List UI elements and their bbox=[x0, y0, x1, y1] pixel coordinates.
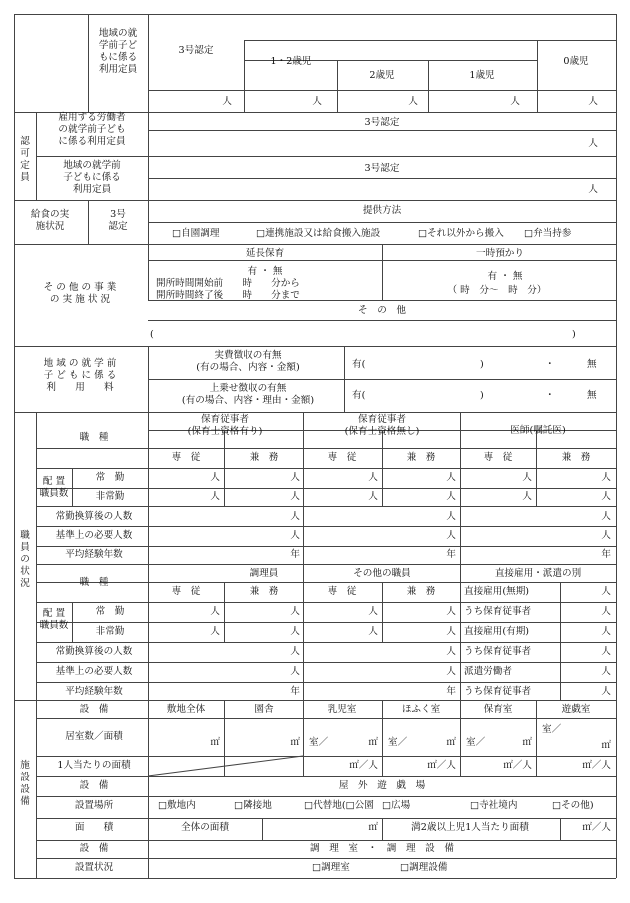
kijun-unit-b-0: 人 bbox=[290, 666, 300, 677]
grid-line bbox=[36, 546, 616, 547]
shoku-sub-4: 専 従 bbox=[483, 452, 513, 463]
koyo-unit-3: 人 bbox=[601, 646, 611, 657]
jippi-dot: ・ bbox=[545, 359, 555, 370]
grid-line bbox=[36, 506, 616, 507]
jippi-label: 実費徴収の有無 (有の場合、内容・金額) bbox=[196, 350, 300, 373]
shokushu-label-b: 職 種 bbox=[79, 577, 109, 588]
basho-option-4[interactable]: □寺社境内 bbox=[470, 800, 518, 811]
koyo-label: 雇用する労働者 の就学前子ども に係る利用定員 bbox=[58, 112, 126, 147]
grid-line bbox=[14, 244, 616, 245]
per-label: 1人当たりの面積 bbox=[57, 760, 131, 771]
unit-person-3: 人 bbox=[510, 96, 520, 107]
per-m2pp-0: ㎡／人 bbox=[349, 760, 378, 771]
grid-line bbox=[560, 582, 561, 700]
jokin-unit-0: 人 bbox=[210, 472, 220, 483]
hijokin-unit-b-0: 人 bbox=[210, 626, 220, 637]
kijun-unit-b-1: 人 bbox=[446, 666, 456, 677]
koyo-type-2: 直接雇用(有期) bbox=[464, 626, 530, 637]
grid-line bbox=[36, 582, 616, 583]
grid-line bbox=[616, 14, 617, 878]
chori-header: 調理員 bbox=[249, 568, 279, 579]
kyushoku-option-1[interactable]: □連携施設又は給食搬入施設 bbox=[256, 228, 381, 239]
encho-label: 延長保育 bbox=[245, 248, 285, 259]
shoku-sub-5: 兼 務 bbox=[561, 452, 591, 463]
kijun-unit-2: 人 bbox=[601, 530, 611, 541]
riyoryo-label: 地 域 の 就 学 前 子 ど も に 係 る 利 用 料 bbox=[43, 358, 117, 393]
encho-umu: 有 ・ 無 bbox=[247, 266, 283, 277]
jokin-unit-b-0: 人 bbox=[210, 606, 220, 617]
hijokin-unit-5: 人 bbox=[601, 491, 611, 502]
kyoshitsu-room-2: 室／ bbox=[466, 737, 486, 748]
grid-line bbox=[36, 776, 616, 777]
grid-line bbox=[14, 346, 616, 347]
grid-line bbox=[303, 564, 304, 700]
grid-line bbox=[244, 40, 616, 41]
hijokin-label-a: 非常勤 bbox=[95, 491, 125, 502]
jokin-unit-b-3: 人 bbox=[446, 606, 456, 617]
koyo-unit-5: 人 bbox=[601, 686, 611, 697]
kijun-unit-1: 人 bbox=[446, 530, 456, 541]
grid-line bbox=[36, 700, 37, 878]
kyushoku-option-0[interactable]: □自園調理 bbox=[172, 228, 220, 239]
grid-line bbox=[148, 130, 616, 131]
grid-line bbox=[560, 818, 561, 840]
uwanose-nashi: 無 bbox=[587, 390, 597, 401]
chokusetsu-header: 直接雇用・派遣の別 bbox=[494, 568, 582, 579]
grid-line bbox=[303, 700, 304, 776]
method-header: 提供方法 bbox=[362, 205, 402, 216]
grid-line bbox=[36, 488, 616, 489]
grid-line bbox=[244, 40, 245, 112]
shoku-sub-3: 兼 務 bbox=[406, 452, 436, 463]
grid-line bbox=[36, 858, 616, 859]
unit-chiiki: 人 bbox=[588, 184, 598, 195]
kansan-unit-1: 人 bbox=[446, 511, 456, 522]
hijokin-unit-b-2: 人 bbox=[368, 626, 378, 637]
grid-line bbox=[36, 526, 616, 527]
basho-option-3[interactable]: □広場 bbox=[382, 800, 411, 811]
grid-line bbox=[36, 448, 616, 449]
col-age-0: 0歳児 bbox=[563, 56, 589, 67]
ishi-header: 医師(嘱託医) bbox=[510, 425, 566, 436]
jokin-unit-b-1: 人 bbox=[290, 606, 300, 617]
setsubi-label-a: 設 備 bbox=[79, 704, 109, 715]
jokin-label-b: 常 勤 bbox=[95, 606, 125, 617]
hijokin-label-b: 非常勤 bbox=[95, 626, 125, 637]
grid-line bbox=[536, 700, 537, 776]
unit-koyo: 人 bbox=[588, 138, 598, 149]
nintei-3go-a: 3号認定 bbox=[364, 117, 400, 128]
shisetsu-col-1: 園舎 bbox=[254, 704, 274, 715]
basho-option-5[interactable]: □その他) bbox=[552, 800, 594, 811]
other-paren-open: ( bbox=[150, 329, 154, 340]
menseki-label: 面 積 bbox=[74, 822, 114, 833]
jokin-unit-4: 人 bbox=[522, 472, 532, 483]
per-m2pp-2: ㎡／人 bbox=[503, 760, 532, 771]
jokin-unit-5: 人 bbox=[601, 472, 611, 483]
grid-line bbox=[72, 468, 73, 506]
ichiji-time: （ 時 分〜 時 分） bbox=[447, 285, 547, 296]
grid-line bbox=[428, 60, 429, 112]
koyo-unit-2: 人 bbox=[601, 626, 611, 637]
shisetsu-col-2: 乳児室 bbox=[327, 704, 357, 715]
sonota-shokuin-header: その他の職員 bbox=[353, 568, 411, 579]
jippi-paren: ) bbox=[480, 359, 484, 370]
nintei-3go-b: 3号認定 bbox=[364, 163, 400, 174]
chiiki-label: 地域の就学前 子どもに係る 利用定員 bbox=[63, 160, 121, 195]
grid-line bbox=[36, 602, 616, 603]
jokin-unit-1: 人 bbox=[290, 472, 300, 483]
shisetsu-col-0: 敷地全体 bbox=[166, 704, 206, 715]
kyoshitsu-label: 居室数／面積 bbox=[65, 731, 123, 742]
col-age-1: 1歳児 bbox=[469, 70, 495, 81]
kyoshitsu-room-1: 室／ bbox=[388, 737, 408, 748]
jokin-unit-2: 人 bbox=[368, 472, 378, 483]
hoiku-yu-header: 保育従事者 (保育士資格有り) bbox=[187, 414, 263, 437]
grid-line bbox=[36, 818, 616, 819]
grid-line bbox=[148, 90, 616, 91]
koyo-type-5: うち保育従事者 bbox=[464, 686, 532, 697]
grid-line bbox=[14, 14, 616, 15]
ichiji-label: 一時預かり bbox=[476, 248, 524, 259]
jippi-ari: 有( bbox=[352, 359, 366, 370]
capacity-label: 地域の就 学前子ど もに係る 利用定員 bbox=[98, 28, 138, 75]
kyoshitsu-m2-1: ㎡ bbox=[290, 737, 300, 748]
chori-option-0[interactable]: □調理室 bbox=[312, 862, 350, 873]
sonota-label: そ の 他 の 事 業 の 実 施 状 況 bbox=[43, 282, 117, 305]
grid-line bbox=[382, 700, 383, 776]
grid-line bbox=[148, 700, 149, 878]
jippi-nashi: 無 bbox=[587, 359, 597, 370]
hoiku-mu-header: 保育従事者 (保育士資格無し) bbox=[344, 414, 420, 437]
koyo-unit-1: 人 bbox=[601, 606, 611, 617]
shisetsu-label: 施 設 設 備 bbox=[20, 760, 30, 807]
grid-line bbox=[88, 200, 89, 244]
grid-line bbox=[536, 430, 537, 506]
grid-line bbox=[14, 878, 616, 879]
kansan-label-b: 常勤換算後の人数 bbox=[55, 646, 133, 657]
keiken-unit-1: 年 bbox=[446, 549, 456, 560]
grid-line bbox=[460, 700, 461, 776]
grid-line bbox=[148, 178, 616, 179]
grid-line bbox=[14, 14, 15, 878]
chori-option-1[interactable]: □調理設備 bbox=[400, 862, 448, 873]
kansan-unit-0: 人 bbox=[290, 511, 300, 522]
grid-line bbox=[36, 468, 616, 469]
grid-line bbox=[148, 412, 149, 700]
other-paren-close: ) bbox=[572, 329, 576, 340]
grid-line bbox=[148, 222, 616, 223]
kyoshitsu-room-m2-0: ㎡ bbox=[368, 737, 378, 748]
grid-line bbox=[460, 412, 461, 564]
encho-open-time: 開所時間開始前 時 分から bbox=[156, 278, 300, 289]
ninka-label: 認 可 定 員 bbox=[20, 136, 30, 183]
grid-line bbox=[262, 818, 263, 840]
grid-line bbox=[148, 200, 149, 300]
okugai-header: 屋 外 遊 戯 場 bbox=[338, 780, 426, 791]
koyo-type-0: 直接雇用(無期) bbox=[464, 586, 530, 597]
grid-line bbox=[36, 564, 616, 565]
koyo-unit-0: 人 bbox=[601, 586, 611, 597]
uwanose-label: 上乗せ徴収の有無 (有の場合、内容・理由・金額) bbox=[181, 383, 315, 406]
hijokin-unit-b-3: 人 bbox=[446, 626, 456, 637]
grid-line bbox=[36, 156, 616, 157]
col-age-1-2: 1・2歳児 bbox=[270, 56, 312, 67]
mankai-m2pp: ㎡／人 bbox=[582, 822, 611, 833]
col-3go: 3号認定 bbox=[178, 45, 214, 56]
zentai-label: 全体の面積 bbox=[181, 822, 229, 833]
grid-line bbox=[148, 320, 616, 321]
kansan-unit-b-1: 人 bbox=[446, 646, 456, 657]
kyoshitsu-m2-0: ㎡ bbox=[210, 737, 220, 748]
hijokin-unit-b-1: 人 bbox=[290, 626, 300, 637]
shoku-sub-b-1: 兼 務 bbox=[249, 586, 279, 597]
grid-line bbox=[36, 682, 616, 683]
encho-close-time: 開所時間終了後 時 分まで bbox=[156, 290, 300, 301]
uwanose-paren: ) bbox=[480, 390, 484, 401]
per-m2pp-3: ㎡／人 bbox=[582, 760, 611, 771]
grid-line bbox=[72, 602, 73, 642]
shoku-sub-b-3: 兼 務 bbox=[406, 586, 436, 597]
uwanose-ari: 有( bbox=[352, 390, 366, 401]
hijokin-unit-4: 人 bbox=[522, 491, 532, 502]
hijokin-unit-1: 人 bbox=[290, 491, 300, 502]
shisetsu-col-3: ほふく室 bbox=[401, 704, 441, 715]
grid-line bbox=[303, 412, 304, 564]
shoku-sub-b-0: 専 従 bbox=[171, 586, 201, 597]
kyoshitsu-room-0: 室／ bbox=[309, 737, 329, 748]
keiken-unit-2: 年 bbox=[601, 549, 611, 560]
grid-line bbox=[382, 818, 383, 840]
kijun-unit-0: 人 bbox=[290, 530, 300, 541]
haichi-label-a: 配 置 職員数 bbox=[39, 476, 69, 499]
grid-line bbox=[14, 412, 616, 413]
setsubi-label-b: 設 備 bbox=[79, 780, 109, 791]
grid-line bbox=[36, 662, 616, 663]
kansan-unit-b-0: 人 bbox=[290, 646, 300, 657]
kyushoku-option-3[interactable]: □弁当持参 bbox=[524, 228, 572, 239]
shoku-sub-2: 専 従 bbox=[327, 452, 357, 463]
koyo-type-3: うち保育従事者 bbox=[464, 646, 532, 657]
shoku-sub-1: 兼 務 bbox=[249, 452, 279, 463]
mankai-label: 満2歳以上児1人当たり面積 bbox=[411, 822, 529, 833]
hijokin-unit-2: 人 bbox=[368, 491, 378, 502]
kyushoku-option-2[interactable]: □それ以外から搬入 bbox=[418, 228, 504, 239]
grid-line bbox=[337, 60, 338, 112]
basho-option-0[interactable]: □敷地内 bbox=[158, 800, 196, 811]
grid-line bbox=[88, 14, 89, 112]
uwanose-dot: ・ bbox=[545, 390, 555, 401]
grid-line bbox=[14, 700, 616, 701]
kansan-unit-2: 人 bbox=[601, 511, 611, 522]
grid-line bbox=[460, 564, 461, 700]
kyoshitsu-room-3: 室／ bbox=[542, 724, 562, 735]
koyo-type-1: うち保育従事者 bbox=[464, 606, 532, 617]
grid-line bbox=[36, 622, 616, 623]
kyoshitsu-room-m2-3: ㎡ bbox=[601, 740, 611, 751]
grid-line bbox=[148, 14, 149, 200]
grid-line bbox=[36, 796, 616, 797]
ichiji-umu: 有 ・ 無 bbox=[487, 271, 523, 282]
other-label: そ の 他 bbox=[358, 305, 406, 316]
grid-line bbox=[36, 718, 616, 719]
grid-line bbox=[36, 756, 616, 757]
basho-option-1[interactable]: □隣接地 bbox=[234, 800, 272, 811]
kyoshitsu-room-m2-2: ㎡ bbox=[522, 737, 532, 748]
keiken-label-a: 平均経験年数 bbox=[65, 549, 123, 560]
keiken-unit-0: 年 bbox=[290, 549, 300, 560]
haichi-label-b: 配 置 職員数 bbox=[39, 608, 69, 631]
jokin-unit-3: 人 bbox=[446, 472, 456, 483]
setsubi-label-c: 設 備 bbox=[79, 843, 109, 854]
grid-line bbox=[36, 642, 616, 643]
chorishitsu-header: 調 理 室 ・ 調 理 設 備 bbox=[310, 843, 454, 854]
keiken-unit-b-1: 年 bbox=[446, 686, 456, 697]
keiken-unit-b-0: 年 bbox=[290, 686, 300, 697]
unit-person-2: 人 bbox=[408, 96, 418, 107]
per-m2pp-1: ㎡／人 bbox=[427, 760, 456, 771]
grid-line bbox=[36, 840, 616, 841]
koyo-type-4: 派遣労働者 bbox=[464, 666, 512, 677]
basho-label: 設置場所 bbox=[74, 800, 114, 811]
kyushoku-type: 3号 認定 bbox=[108, 209, 128, 232]
kyushoku-label: 給食の実 施状況 bbox=[30, 209, 70, 232]
shokuin-label: 職 員 の 状 況 bbox=[20, 530, 30, 589]
grid-line bbox=[382, 582, 383, 642]
grid-line bbox=[537, 40, 538, 112]
kyoshitsu-room-m2-1: ㎡ bbox=[446, 737, 456, 748]
hijokin-unit-3: 人 bbox=[446, 491, 456, 502]
jokin-label-a: 常 勤 bbox=[95, 472, 125, 483]
koyo-unit-4: 人 bbox=[601, 666, 611, 677]
grid-line bbox=[14, 200, 616, 201]
unit-person-4: 人 bbox=[588, 96, 598, 107]
shoku-sub-0: 専 従 bbox=[171, 452, 201, 463]
shokushu-label-a: 職 種 bbox=[79, 432, 109, 443]
grid-line bbox=[224, 700, 225, 776]
jokin-unit-b-2: 人 bbox=[368, 606, 378, 617]
keiken-label-b: 平均経験年数 bbox=[65, 686, 123, 697]
grid-line bbox=[382, 430, 383, 506]
grid-line bbox=[224, 582, 225, 642]
jokyo-label: 設置状況 bbox=[74, 862, 114, 873]
unit-person-0: 人 bbox=[222, 96, 232, 107]
basho-option-2[interactable]: □代替地(□公園 bbox=[304, 800, 374, 811]
grid-line bbox=[36, 412, 37, 700]
kansan-label-a: 常勤換算後の人数 bbox=[55, 511, 133, 522]
kijun-label-a: 基準上の必要人数 bbox=[55, 530, 133, 541]
unit-person-1: 人 bbox=[312, 96, 322, 107]
grid-line bbox=[148, 379, 616, 380]
shisetsu-col-4: 保育室 bbox=[483, 704, 513, 715]
hijokin-unit-0: 人 bbox=[210, 491, 220, 502]
zentai-m2: ㎡ bbox=[368, 822, 378, 833]
col-age-2: 2歳児 bbox=[369, 70, 395, 81]
kijun-label-b: 基準上の必要人数 bbox=[55, 666, 133, 677]
grid-line bbox=[224, 430, 225, 506]
shoku-sub-b-2: 専 従 bbox=[327, 586, 357, 597]
shisetsu-col-5: 遊戯室 bbox=[561, 704, 591, 715]
grid-line bbox=[382, 244, 383, 300]
